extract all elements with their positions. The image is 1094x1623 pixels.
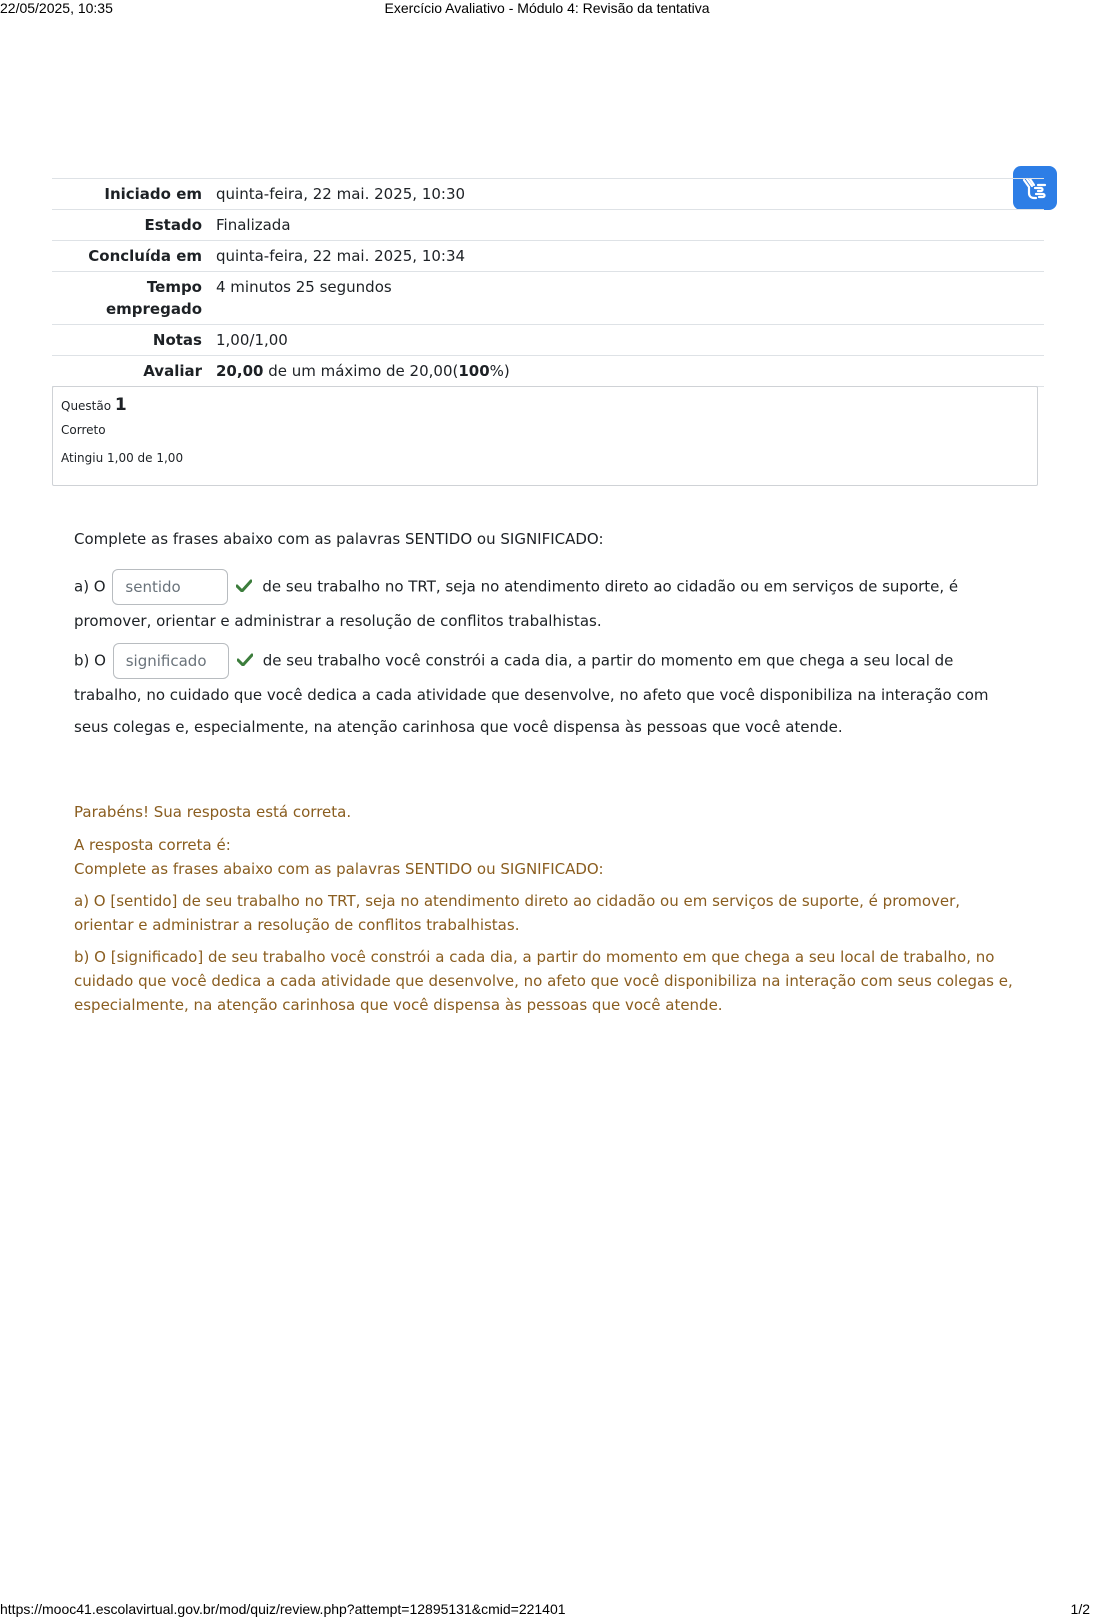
question-item-b xyxy=(74,643,1014,743)
item-b-prefix: b) O xyxy=(74,651,106,670)
time-label-line2: empregado xyxy=(105,300,202,318)
started-value: quinta-feira, 22 mai. 2025, 10:30 xyxy=(216,185,466,203)
question-number-value: 1 xyxy=(114,395,127,415)
item-a-text: de seu trabalho no TRT, seja no atendimento direto ao cidadão ou em serviços de suporte, é promover, orientar e administrar a resolução de conflitos trabalhistas. xyxy=(74,577,959,630)
question-number xyxy=(61,393,1037,417)
print-header xyxy=(0,0,1094,20)
item-b-text: de seu trabalho você constrói a cada dia, a partir do momento em que chega a seu local de trabalho, no cuidado que você dedica a cada atividade que desenvolve, no afeto que você disponibiliza na interação com seus colegas e, especialmente, na atenção carinhosa que você dispensa às pessoas que você atende. xyxy=(74,651,989,736)
feedback-answer-a: a) O [sentido] de seu trabalho no TRT, seja no atendimento direto ao cidadão ou em serviços de suporte, é promover, orientar e administrar a resolução de conflitos trabalhistas. xyxy=(74,892,961,934)
print-url: https://mooc41.escolavirtual.gov.br/mod/quiz/review.php?attempt=12895131&cmid=221401 xyxy=(0,1601,566,1617)
print-page-title: Exercício Avaliativo - Módulo 4: Revisão da tentativa xyxy=(384,0,710,16)
question-intro: Complete as frases abaixo com as palavras SENTIDO ou SIGNIFICADO: xyxy=(74,530,604,548)
time-value: 4 minutos 25 segundos xyxy=(216,278,392,296)
summary-row-started xyxy=(52,179,1044,210)
state-label: Estado xyxy=(144,216,202,234)
summary-row-grade xyxy=(52,356,1044,387)
question-text xyxy=(74,527,1014,743)
attempt-summary-table xyxy=(52,178,1044,387)
print-page-number: 1/2 xyxy=(1070,1601,1090,1617)
grade-percent: 100 xyxy=(458,362,490,380)
summary-row-marks xyxy=(52,325,1044,356)
feedback-congrats: Parabéns! Sua resposta está correta. xyxy=(74,803,352,821)
started-label: Iniciado em xyxy=(104,185,202,203)
question-label: Questão xyxy=(61,399,112,413)
question-state: Correto xyxy=(61,423,106,437)
time-label-line1: Tempo xyxy=(146,278,202,296)
feedback-answer-b: b) O [significado] de seu trabalho você constrói a cada dia, a partir do momento em que chega a seu local de trabalho, no cuidado que você dedica a cada atividade que desenvolve, no afeto que você disponibiliza na interação com seus colegas e, especialmente, na atenção carinhosa que você dispensa às pessoas que você atende. xyxy=(74,948,1013,1014)
grade-max-text: de um máximo de 20,00( xyxy=(263,362,459,380)
print-footer xyxy=(0,1601,1094,1621)
marks-label: Notas xyxy=(152,331,202,349)
grade-percent-suffix: %) xyxy=(489,362,510,380)
question-grade: Atingiu 1,00 de 1,00 xyxy=(61,451,184,465)
state-value: Finalizada xyxy=(216,216,291,234)
marks-value: 1,00/1,00 xyxy=(216,331,288,349)
item-a-prefix: a) O xyxy=(74,577,106,596)
grade-value xyxy=(216,356,1044,387)
feedback-box xyxy=(74,800,1014,1017)
print-datetime: 22/05/2025, 10:35 xyxy=(0,0,113,16)
question-item-a xyxy=(74,569,1014,637)
feedback-intro: Complete as frases abaixo com as palavras SENTIDO ou SIGNIFICADO: xyxy=(74,860,604,878)
summary-row-time xyxy=(52,272,1044,325)
completed-value: quinta-feira, 22 mai. 2025, 10:34 xyxy=(216,247,466,265)
completed-label: Concluída em xyxy=(88,247,202,265)
check-icon xyxy=(237,645,253,677)
feedback-right-answer-label: A resposta correta é: xyxy=(74,836,231,854)
answer-field-a[interactable]: sentido xyxy=(112,569,228,605)
answer-field-b[interactable]: significado xyxy=(113,643,229,679)
check-icon xyxy=(236,571,252,603)
summary-row-completed xyxy=(52,241,1044,272)
question-info-box xyxy=(52,386,1038,486)
grade-label: Avaliar xyxy=(143,362,202,380)
time-label xyxy=(52,272,216,325)
grade-score: 20,00 xyxy=(216,362,264,380)
summary-row-state xyxy=(52,210,1044,241)
